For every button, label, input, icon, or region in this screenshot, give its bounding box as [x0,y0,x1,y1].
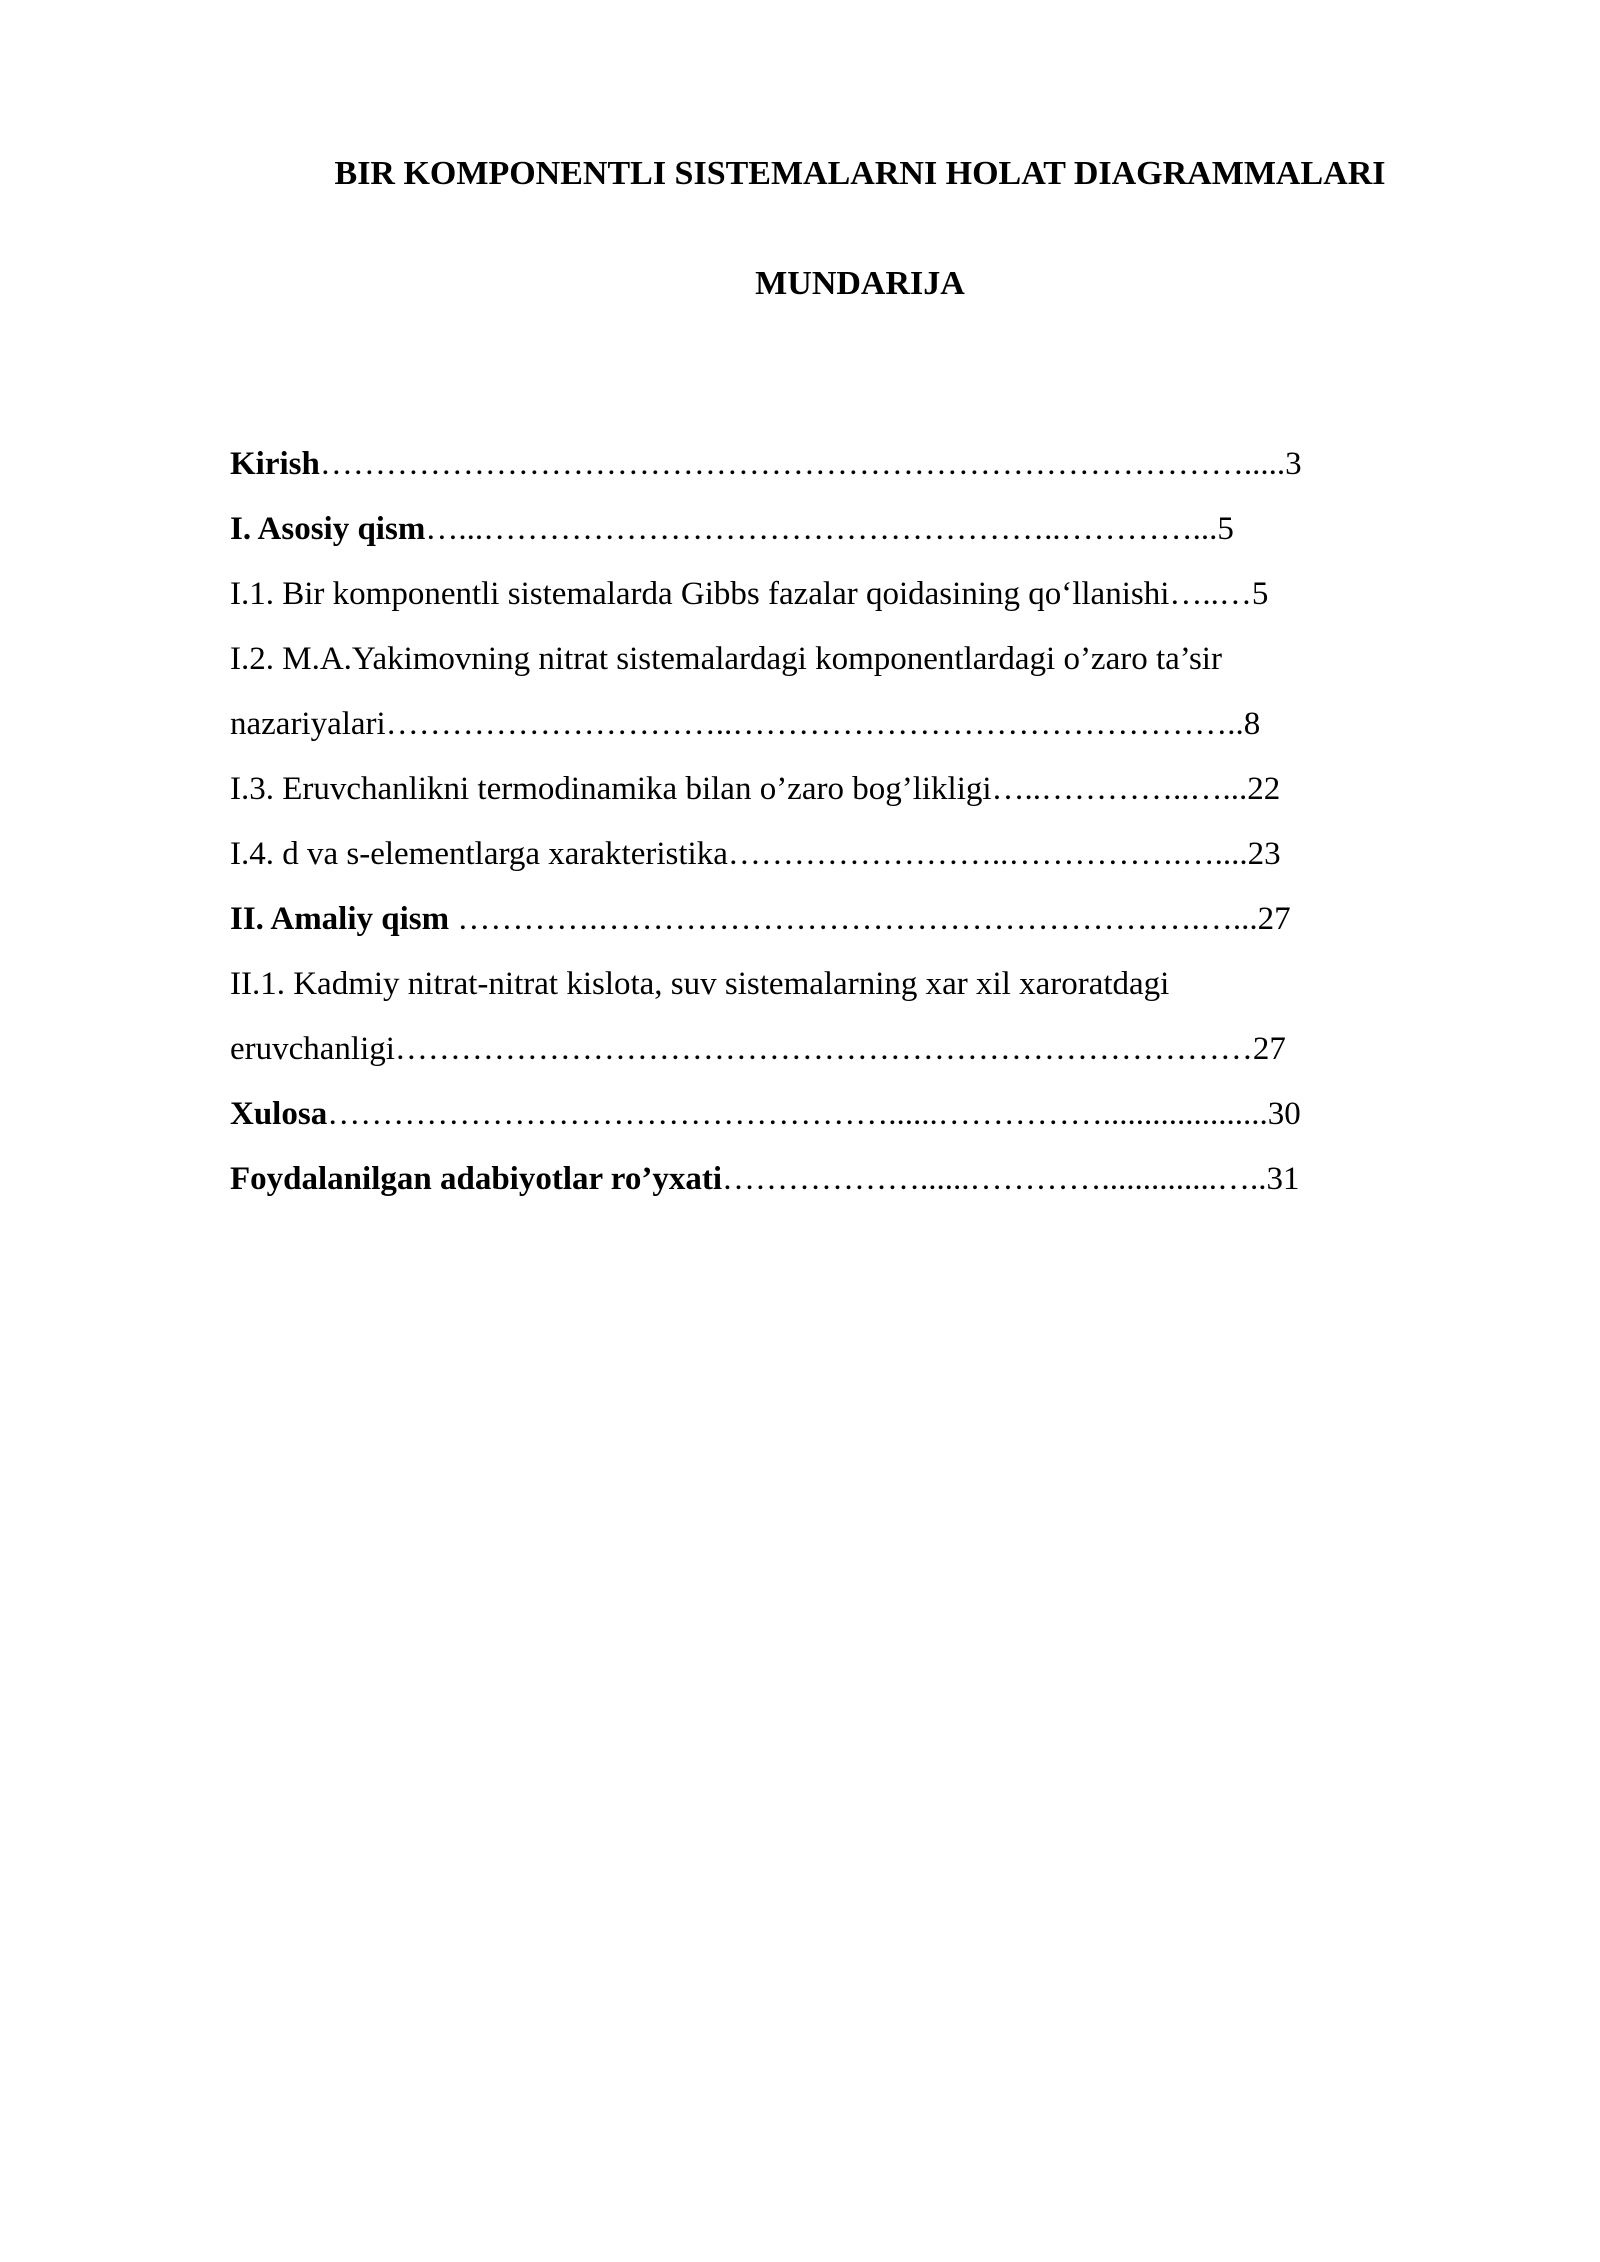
toc-entry-i-3 [230,757,1470,822]
toc-entry-kirish [230,432,1470,497]
toc-entry-title: II. Amaliy qism [230,901,450,937]
toc-entry-title: Xulosa [230,1096,328,1132]
toc-entry-amaliy-qism [230,887,1470,952]
document-title: BIR KOMPONENTLI SISTEMALARNI HOLAT DIAGRAMMALARI [334,155,1386,192]
toc-entry-leader-page: ……………………………………………......……………....................30 [327,1096,1301,1132]
toc-entry-text: I.3. Eruvchanlikni termodinamika bilan o’zaro bog’likligi…..…………..…...22 [230,771,1281,807]
toc-entry-leader-page: ………………………………………………………………………….....3 [319,446,1302,482]
toc-entry-text: I.4. d va s-elementlarga xarakteristika……………………..…………….…....23 [230,836,1281,872]
toc-entry-leader-page: ………………......…………..............…..31 [722,1161,1300,1197]
toc-entry-i-4 [230,822,1470,887]
toc-entry-i-2 [230,627,1470,692]
toc-entry-title: Kirish [230,446,320,482]
toc-entry-leader-page: ………….……………………………………………….…...27 [449,901,1291,937]
toc-entry-text: eruvchanligi……………………………………………………………………27 [230,1031,1286,1067]
toc-entry-i-1 [230,562,1470,627]
toc-entry-ii-1 [230,952,1470,1017]
toc-entry-asosiy-qism [230,497,1470,562]
toc-entry-title: I. Asosiy qism [230,511,426,547]
toc-heading: MUNDARIJA [755,265,965,302]
toc-entry-adabiyotlar [230,1147,1470,1212]
toc-entry-title: Foydalanilgan adabiyotlar ro’yxati [230,1161,723,1197]
toc-entry-i-2-continued [230,692,1470,757]
table-of-contents [230,432,1470,1212]
toc-entry-xulosa [230,1082,1470,1147]
toc-entry-leader-page: …...……………………………………………..…………...5 [425,511,1234,547]
toc-entry-text: nazariyalari…………………………..………………………………………..8 [230,706,1261,742]
toc-entry-ii-1-continued [230,1017,1470,1082]
toc-entry-text: I.1. Bir komponentli sistemalarda Gibbs fazalar qoidasining qo‘llanishi…..…5 [230,576,1269,612]
toc-entry-text: II.1. Kadmiy nitrat-nitrat kislota, suv sistemalarning xar xil xaroratdagi [230,966,1170,1002]
toc-entry-text: I.2. M.A.Yakimovning nitrat sistemalardagi komponentlardagi o’zaro ta’sir [230,641,1222,677]
